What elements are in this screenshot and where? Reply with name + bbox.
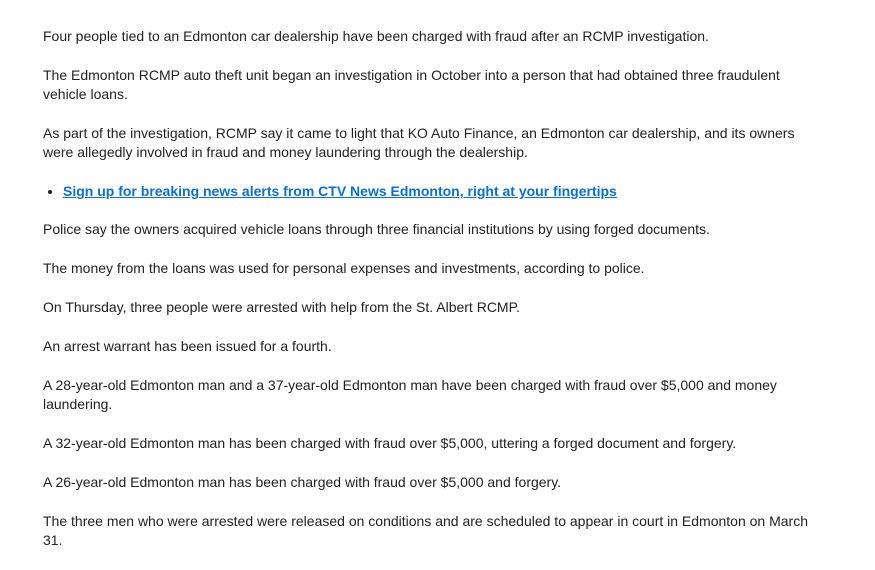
article-paragraph-court-date: The three men who were arrested were released on conditions and are scheduled to appear in court in Edmonton on March 31. [43,513,809,548]
article-paragraph-warrant: An arrest warrant has been issued for a fourth. [43,338,332,354]
article-body [43,27,813,570]
article-paragraph-charges-32: A 32-year-old Edmonton man has been charged with fraud over $5,000, uttering a forged document and forgery. [43,435,737,451]
article-paragraph-charges-26: A 26-year-old Edmonton man has been charged with fraud over $5,000 and forgery. [43,474,562,490]
related-links-list [43,182,813,201]
article-paragraph-arrests: On Thursday, three people were arrested with help from the St. Albert RCMP. [43,299,521,315]
article-paragraph-forged-documents: Police say the owners acquired vehicle loans through three financial institutions by using forged documents. [43,221,710,237]
news-alerts-signup-link[interactable]: Sign up for breaking news alerts from CTV News Edmonton, right at your fingertips [63,183,617,199]
article-paragraph-intro: Four people tied to an Edmonton car dealership have been charged with fraud after an RCMP investigation. [43,28,709,44]
list-item [63,182,813,201]
article-paragraph-investigation: The Edmonton RCMP auto theft unit began an investigation in October into a person that had obtained three fraudulent vehicle loans. [43,67,780,102]
article-paragraph-charges-28-37: A 28-year-old Edmonton man and a 37-year-old Edmonton man have been charged with fraud over $5,000 and money laundering. [43,377,777,412]
article-paragraph-dealership: As part of the investigation, RCMP say it came to light that KO Auto Finance, an Edmonton car dealership, and its owners were allegedly involved in fraud and money laundering through the dealership. [43,125,795,160]
article-paragraph-loan-usage: The money from the loans was used for personal expenses and investments, according to police. [43,260,645,276]
